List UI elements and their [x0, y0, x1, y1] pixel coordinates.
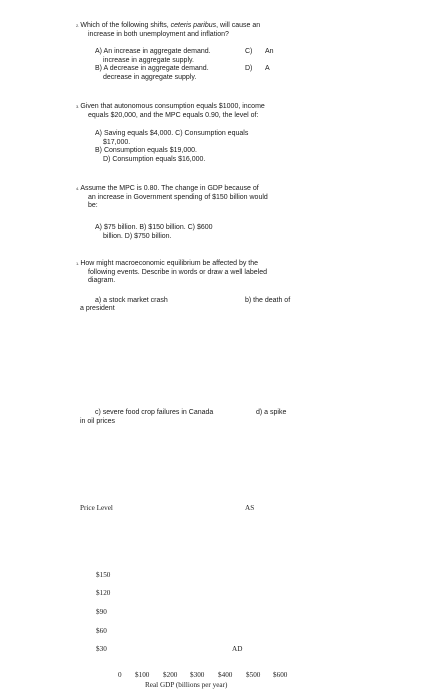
- question-number: 1.: [76, 261, 80, 266]
- question-2-stem-line2: increase in both unemployment and inflation?: [88, 30, 229, 38]
- option-a-cont: increase in aggregate supply.: [103, 56, 194, 64]
- question-2: [76, 22, 336, 39]
- option-a-cont: $17,000.: [103, 138, 131, 146]
- y-tick-150: $150: [96, 571, 111, 579]
- y-tick-90: $90: [96, 608, 107, 616]
- x-axis-title: Real GDP (billions per year): [145, 681, 228, 689]
- options-line2: billion. D) $750 billion.: [103, 232, 172, 240]
- part-d: d) a spike: [256, 409, 287, 416]
- x-tick-100: $100: [135, 671, 150, 679]
- x-tick-0: 0: [118, 671, 122, 679]
- part-b-cont: a president: [80, 305, 115, 312]
- part-c: c) severe food crop failures in Canada: [95, 409, 214, 416]
- question-2-options: [95, 48, 335, 82]
- x-tick-400: $400: [218, 671, 233, 679]
- question-4-options: [95, 224, 345, 241]
- x-tick-600: $600: [273, 671, 288, 679]
- option-a: A) An increase in aggregate demand.: [95, 48, 211, 55]
- question-number: 2.: [76, 23, 80, 28]
- question-1: $^{1.}$How might macroeconomic equilibrium be affected by the following events. Describe in words or draw a well labeled diagram.: [76, 260, 267, 284]
- option-d-label: D): [245, 65, 253, 72]
- y-tick-60: $60: [96, 627, 107, 635]
- part-d-cont: in oil prices: [80, 418, 116, 425]
- option-d: D) Consumption equals $16,000.: [103, 155, 206, 163]
- question-3: $^{3.}$Given that autonomous consumption equals $1000, income equals $20,000, and the MPC equals 0.90, the level of:: [76, 103, 265, 119]
- part-a: a) a stock market crash: [95, 297, 168, 304]
- question-number: 3.: [76, 104, 80, 109]
- as-label: AS: [245, 504, 255, 512]
- part-b: b) the death of: [245, 297, 291, 304]
- question-number: 4.: [76, 186, 80, 191]
- option-c-label: C): [245, 48, 253, 55]
- y-axis-title: Price Level: [80, 504, 113, 512]
- ad-label: AD: [232, 645, 243, 653]
- question-4: $^{4.}$Assume the MPC is 0.80. The change in GDP because of an increase in Government spending of $150 billion would be:: [76, 185, 268, 209]
- question-3-options: [95, 130, 345, 164]
- y-tick-120: $120: [96, 589, 111, 597]
- x-tick-200: $200: [163, 671, 178, 679]
- x-tick-300: $300: [190, 671, 205, 679]
- y-tick-30: $30: [96, 645, 107, 653]
- option-a: A) Saving equals $4,000. C) Consumption equals: [95, 130, 249, 137]
- option-d-text: A: [265, 65, 270, 72]
- option-b: B) A decrease in aggregate demand.: [95, 65, 209, 72]
- question-2-stem: $^{2.}$Which of the following shifts, ceteris paribus, will cause an: [76, 22, 261, 29]
- x-tick-500: $500: [246, 671, 261, 679]
- option-c-text: An: [265, 48, 274, 55]
- option-b: B) Consumption equals $19,000.: [95, 147, 197, 154]
- options-line1: A) $75 billion. B) $150 billion. C) $600: [95, 224, 213, 231]
- option-b-cont: decrease in aggregate supply.: [103, 73, 197, 81]
